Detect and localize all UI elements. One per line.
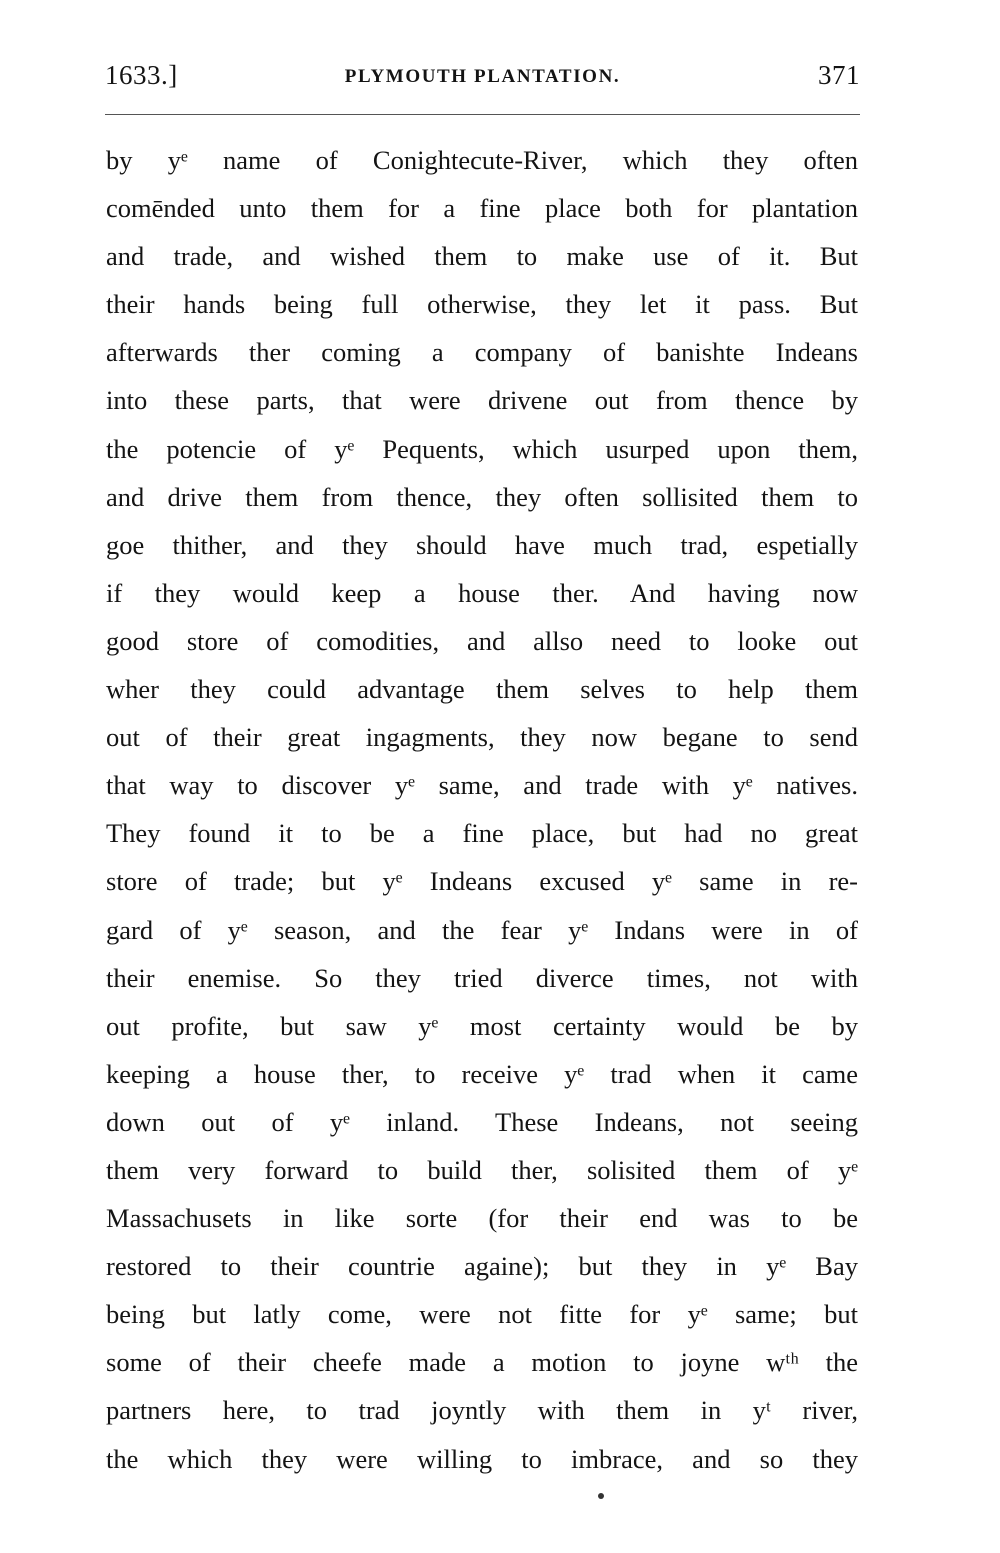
text-line: keeping a house ther, to receive yᵉ trad when it came — [106, 1058, 858, 1089]
body-text — [106, 136, 858, 1483]
text-line: and trade, and wished them to make use of it. But — [106, 241, 858, 272]
text-line: comēnded unto them for a fine place both for plantation — [106, 193, 858, 224]
text-line: store of trade; but yᵉ Indeans excused yᵉ same in re- — [106, 866, 858, 897]
text-line: gard of yᵉ season, and the fear yᵉ Indans were in of — [106, 914, 858, 945]
text-line: into these parts, that were drivene out from thence by — [106, 385, 858, 416]
text-line: out of their great ingagments, they now begane to send — [106, 722, 858, 753]
text-line: out profite, but saw yᵉ most certainty would be by — [106, 1010, 858, 1041]
text-line: their enemise. So they tried diverce times, not with — [106, 962, 858, 993]
text-line: the potencie of yᵉ Pequents, which usurped upon them, — [106, 433, 858, 464]
text-line: partners here, to trad joyntly with them in yᵗ river, — [106, 1395, 858, 1426]
text-line: by yᵉ name of Conightecute-River, which they often — [106, 145, 858, 175]
text-line: goe thither, and they should have much trad, espetially — [106, 529, 858, 560]
text-line: them very forward to build ther, solisited them of yᵉ — [106, 1154, 858, 1185]
text-line: Massachusets in like sorte (for their end was to be — [106, 1203, 858, 1234]
text-line: some of their cheefe made a motion to joyne wᵗʰ the — [106, 1347, 858, 1378]
running-head-year: 1633.] — [105, 60, 178, 90]
text-line: the which they were willing to imbrace, and so they — [106, 1443, 858, 1474]
text-line: that way to discover yᵉ same, and trade with yᵉ natives. — [106, 770, 858, 801]
footer-dot-mark — [598, 1493, 604, 1499]
text-line: good store of comodities, and allso need to looke out — [106, 625, 858, 656]
text-line: and drive them from thence, they often sollisited them to — [106, 481, 858, 512]
header-rule — [105, 114, 860, 115]
running-head — [105, 60, 860, 100]
text-line: down out of yᵉ inland. These Indeans, not seeing — [106, 1106, 858, 1137]
text-line: their hands being full otherwise, they let it pass. But — [106, 289, 858, 320]
text-line: afterwards ther coming a company of banishte Indeans — [106, 337, 858, 368]
page-number: 371 — [818, 60, 860, 90]
text-line: restored to their countrie againe); but they in yᵉ Bay — [106, 1251, 858, 1282]
text-line: being but latly come, were not fitte for yᵉ same; but — [106, 1299, 858, 1330]
text-line: if they would keep a house ther. And having now — [106, 577, 858, 608]
text-line: wher they could advantage them selves to help them — [106, 674, 858, 705]
running-head-title: PLYMOUTH PLANTATION. — [344, 66, 621, 87]
text-line: They found it to be a fine place, but had no great — [106, 818, 858, 849]
